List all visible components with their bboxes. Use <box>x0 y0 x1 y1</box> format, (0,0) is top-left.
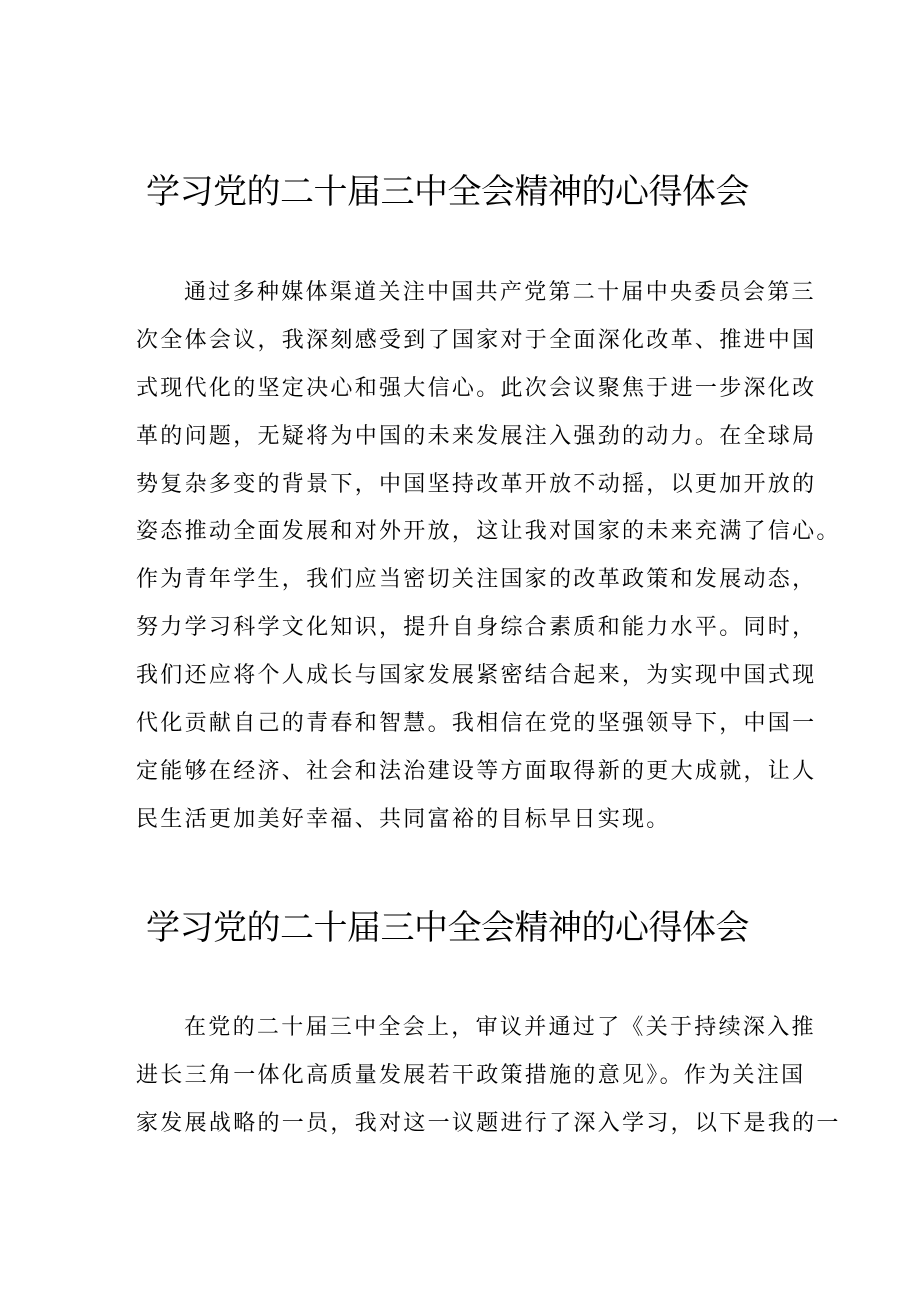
paragraph-line: 进长三角一体化高质量发展若干政策措施的意见》。作为关注国 <box>136 1063 806 1088</box>
paragraph-line: 革的问题，无疑将为中国的未来发展注入强劲的动力。在全球局 <box>136 423 817 449</box>
paragraph-line: 作为青年学生，我们应当密切关注国家的改革政策和发展动态， <box>136 567 817 593</box>
paragraph-line: 次全体会议，我深刻感受到了国家对于全面深化改革、推进中国 <box>136 327 817 353</box>
paragraph-line: 姿态推动全面发展和对外开放，这让我对国家的未来充满了信心。 <box>136 519 841 545</box>
paragraph-line: 我们还应将个人成长与国家发展紧密结合起来，为实现中国式现 <box>136 663 817 689</box>
paragraph-line: 在党的二十届三中全会上，审议并通过了《关于持续深入推 <box>184 1015 816 1040</box>
paragraph-line: 势复杂多变的背景下，中国坚持改革开放不动摇，以更加开放的 <box>136 471 817 497</box>
paragraph-line: 式现代化的坚定决心和强大信心。此次会议聚焦于进一步深化改 <box>136 375 817 401</box>
essay-body-1 <box>136 269 841 844</box>
paragraph-line: 家发展战略的一员，我对这一议题进行了深入学习，以下是我的一 <box>136 1111 841 1136</box>
paragraph-line: 民生活更加美好幸福、共同富裕的目标早日实现。 <box>136 806 671 832</box>
paragraph-line: 通过多种媒体渠道关注中国共产党第二十届中央委员会第三 <box>184 280 816 305</box>
essay-title-1: 学习党的二十届三中全会精神的心得体会 <box>146 172 749 212</box>
paragraph-line: 定能够在经济、社会和法治建设等方面取得新的更大成就，让人 <box>136 758 817 784</box>
paragraph-line: 努力学习科学文化知识，提升自身综合素质和能力水平。同时， <box>136 615 817 641</box>
paragraph-line: 代化贡献自己的青春和智慧。我相信在党的坚强领导下，中国一 <box>136 711 817 737</box>
essay-body-2 <box>136 1004 841 1148</box>
essay-title-2: 学习党的二十届三中全会精神的心得体会 <box>146 908 749 948</box>
